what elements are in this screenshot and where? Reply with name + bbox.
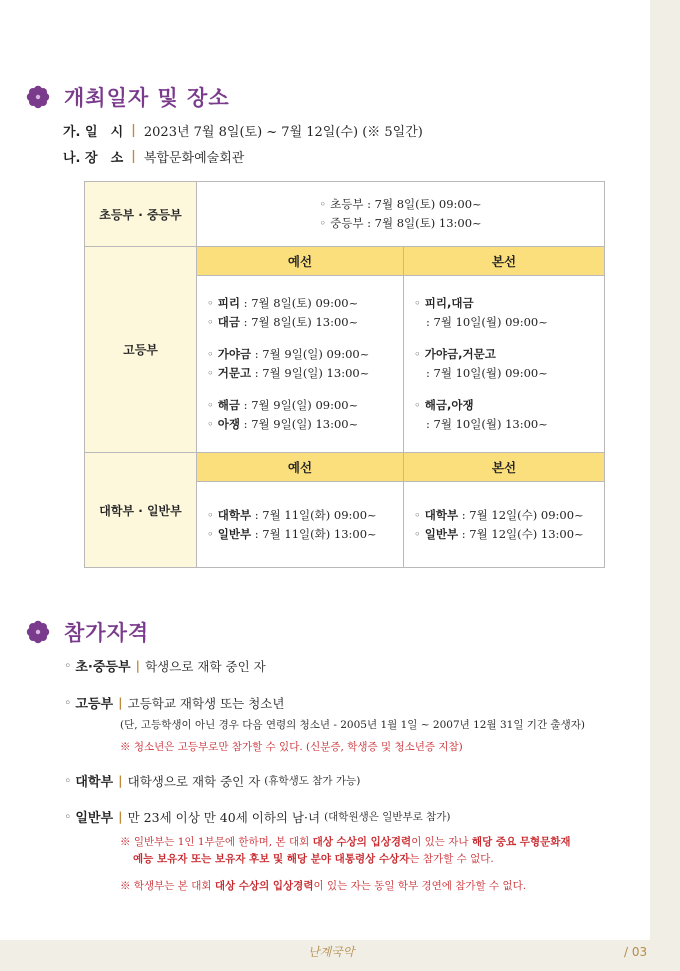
list-item: ◦ 중등부 : 7월 8일(토) 13:00~ xyxy=(319,216,482,230)
separator: | xyxy=(131,123,136,138)
list-item: ◦ 대학부 : 7월 12일(수) 09:00~ xyxy=(414,507,584,522)
list-item: ◦ 해금,아쟁 xyxy=(414,398,474,412)
university-prelim-cell xyxy=(197,482,404,568)
list-item: ◦ 가야금,거문고 xyxy=(414,347,496,361)
final-header: 본선 xyxy=(404,247,605,276)
page-margin-right xyxy=(650,0,680,940)
qualification-high: ◦ 고등부 | 고등학교 재학생 또는 청소년 (단, 고등학생이 아닌 경우 다음 연령의 청소년 - 2005년 1월 1일 ~ 2007년 12월 31일 기간 출생자) ※ 청소년은 고등부로만 참가할 수 있다. (신분증, 학생증 및 청소년증 지참) xyxy=(64,693,585,756)
info-value: 복합문화예술회관 xyxy=(143,151,245,166)
row-university-header xyxy=(85,453,605,482)
list-item: ◦ 거문고 : 7월 9일(일) 13:00~ xyxy=(207,366,370,380)
footer-logo: 난계국악 xyxy=(308,945,355,959)
row-high-header xyxy=(85,247,605,276)
info-label: 가. 일 시 xyxy=(63,125,124,140)
section-title: 참가자격 xyxy=(64,621,150,645)
division-label: 고등부 xyxy=(85,247,197,453)
qual-desc: 만 23세 이상 만 40세 이하의 남·녀 xyxy=(127,809,321,825)
qual-note: ※ 청소년은 고등부로만 참가할 수 있다. (신분증, 학생증 및 청소년증 지참) xyxy=(120,741,463,753)
list-item: ◦ 일반부 : 7월 11일(화) 13:00~ xyxy=(207,526,377,541)
qual-name: 일반부 xyxy=(75,811,114,826)
qual-name: 대학부 xyxy=(75,775,114,790)
elementary-times xyxy=(197,182,605,247)
section-heading-eligibility xyxy=(26,617,149,647)
qual-desc: 대학생으로 재학 중인 자 xyxy=(127,773,261,789)
qual-sub: (대학원생은 일반부로 참가) xyxy=(324,811,451,823)
high-final-cell xyxy=(404,276,605,453)
flower-icon xyxy=(26,620,50,644)
section-heading-dates xyxy=(26,82,230,112)
qual-note-general: ※ 일반부는 1인 1부문에 한하며, 본 대회 대상 수상의 입상경력이 있는 자나 해당 중요 무형문화재 예능 보유자 또는 보유자 후보 및 해당 분야 대통령상 수상자는 참가할 수 없다. xyxy=(120,836,571,865)
qual-sub: (휴학생도 참가 가능) xyxy=(264,775,361,787)
prelim-header: 예선 xyxy=(197,453,404,482)
list-item: ◦ 대금 : 7월 8일(토) 13:00~ xyxy=(207,315,359,329)
list-item: ◦ 일반부 : 7월 12일(수) 13:00~ xyxy=(414,526,584,541)
list-item: ◦ 가야금 : 7월 9일(일) 09:00~ xyxy=(207,347,370,361)
qualification-elementary: ◦ 초·중등부 | 학생으로 재학 중인 자 xyxy=(64,658,266,675)
list-item: ◦ 피리,대금 xyxy=(414,296,474,310)
page-number: / 03 xyxy=(624,945,648,959)
division-label: 초등부 · 중등부 xyxy=(85,182,197,247)
division-label: 대학부 · 일반부 xyxy=(85,453,197,568)
section-title: 개최일자 및 장소 xyxy=(64,86,230,110)
qual-name: 고등부 xyxy=(75,697,114,712)
row-elementary xyxy=(85,182,605,247)
final-header: 본선 xyxy=(404,453,605,482)
qual-note-student: ※ 학생부는 본 대회 대상 수상의 입상경력이 있는 자는 동일 학부 경연에 참가할 수 없다. xyxy=(120,880,527,892)
list-item-time: : 7월 10일(월) 13:00~ xyxy=(426,417,548,431)
qual-desc: 학생으로 재학 중인 자 xyxy=(145,658,266,674)
separator: | xyxy=(131,149,136,164)
list-item: ◦ 대학부 : 7월 11일(화) 09:00~ xyxy=(207,507,377,522)
flower-icon xyxy=(26,85,50,109)
high-prelim-cell xyxy=(197,276,404,453)
schedule-table xyxy=(84,181,605,568)
university-final-cell xyxy=(404,482,605,568)
info-date xyxy=(63,121,423,140)
prelim-header: 예선 xyxy=(197,247,404,276)
info-value: 2023년 7월 8일(토) ~ 7월 12일(수) (※ 5일간) xyxy=(143,125,423,140)
info-venue xyxy=(63,147,244,166)
qual-sub: (단, 고등학생이 아닌 경우 다음 연령의 청소년 - 2005년 1월 1일 ~ 2007년 12월 31일 기간 출생자) xyxy=(120,719,585,731)
list-item: ◦ 피리 : 7월 8일(토) 09:00~ xyxy=(207,296,359,310)
list-item: ◦ 초등부 : 7월 8일(토) 09:00~ xyxy=(319,197,482,211)
list-item-time: : 7월 10일(월) 09:00~ xyxy=(426,366,548,380)
list-item: ◦ 아쟁 : 7월 9일(일) 13:00~ xyxy=(207,417,359,431)
info-label: 나. 장 소 xyxy=(63,151,124,166)
qualification-university: ◦ 대학부 | 대학생으로 재학 중인 자 (휴학생도 참가 가능) xyxy=(64,773,361,790)
list-item-time: : 7월 10일(월) 09:00~ xyxy=(426,315,548,329)
qual-name: 초·중등부 xyxy=(75,660,131,675)
qualification-general: ◦ 일반부 | 만 23세 이상 만 40세 이하의 남·녀 (대학원생은 일반부로 참가) ※ 일반부는 1인 1부문에 한하며, 본 대회 대상 수상의 입상경력이 있는 자나 해당 중요 무형문화재 예능 보유자 또는 보유자 후보 및 해당 분야 대통령상 수상자는 참가할 수 없다. ※ 학생부는 본 대회 대상 수상의 입상경력이 있는 자는 동일 학부 경연에 참가할 수 없다. xyxy=(64,807,590,895)
qual-desc: 고등학교 재학생 또는 청소년 xyxy=(127,695,285,711)
list-item: ◦ 해금 : 7월 9일(일) 09:00~ xyxy=(207,398,359,412)
